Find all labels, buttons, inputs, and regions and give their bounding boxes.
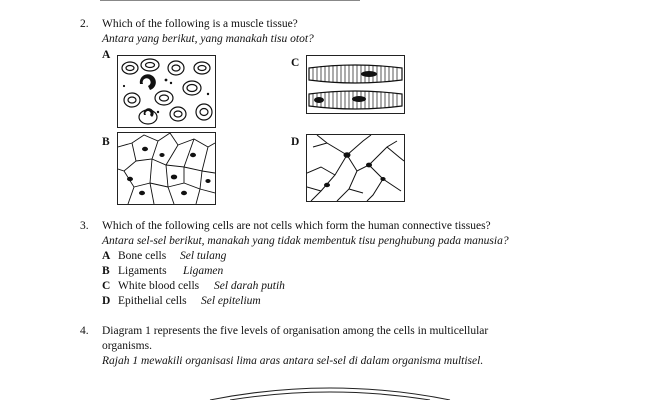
- q2-label-b: B: [102, 136, 110, 148]
- q2-text-en: Which of the following is a muscle tissue?: [102, 18, 298, 30]
- q3-option-b-letter: B: [102, 265, 110, 277]
- q3-option-c-en: White blood cells: [118, 280, 200, 292]
- q3-option-b-ms: Ligamen: [183, 265, 224, 277]
- q3-option-c-ms: Sel darah putih: [214, 280, 285, 292]
- nerve-cells-icon: [307, 135, 404, 201]
- q2-label-a: A: [102, 49, 111, 61]
- diagram-a-blood-cells: [117, 55, 216, 128]
- q4-text-en-line1: Diagram 1 represents the five levels of organisation among the cells in multicellular: [102, 325, 489, 337]
- q4-text-en-line2: organisms.: [102, 340, 152, 352]
- q3-option-a-letter: A: [102, 250, 111, 262]
- q3-option-d-ms: Sel epitelium: [201, 295, 261, 307]
- q2-label-d: D: [291, 136, 300, 148]
- diagram-b-epithelial-cells: [117, 132, 216, 205]
- muscle-fibres-icon: [307, 56, 404, 113]
- q3-option-d-en: Epithelial cells: [118, 295, 187, 307]
- q3-option-b-en: Ligaments: [118, 265, 167, 277]
- q2-number: 2.: [80, 18, 89, 30]
- blood-cells-icon: [118, 56, 215, 127]
- q3-text-en: Which of the following cells are not cells which form the human connective tissues?: [102, 220, 491, 232]
- q2-text-ms: Antara yang berikut, yang manakah tisu otot?: [102, 33, 314, 45]
- diagram-d-nerve-cells: [306, 134, 405, 202]
- q3-option-a-en: Bone cells: [118, 250, 167, 262]
- q3-text-ms: Antara sel-sel berikut, manakah yang tidak membentuk tisu penghubung pada manusia?: [102, 235, 509, 247]
- q3-number: 3.: [80, 220, 89, 232]
- diagram-c-muscle-fibres: [306, 55, 405, 114]
- epithelial-cells-icon: [118, 133, 215, 204]
- previous-question-fragment: [100, 0, 360, 5]
- q3-option-a-ms: Sel tulang: [180, 250, 227, 262]
- q2-label-c: C: [291, 57, 300, 69]
- q4-number: 4.: [80, 325, 89, 337]
- diagram-1-outline: [200, 380, 460, 400]
- q4-text-ms: Rajah 1 mewakili organisasi lima aras antara sel-sel di dalam organisma multisel.: [102, 355, 484, 367]
- q3-option-c-letter: C: [102, 280, 111, 292]
- q3-option-d-letter: D: [102, 295, 111, 307]
